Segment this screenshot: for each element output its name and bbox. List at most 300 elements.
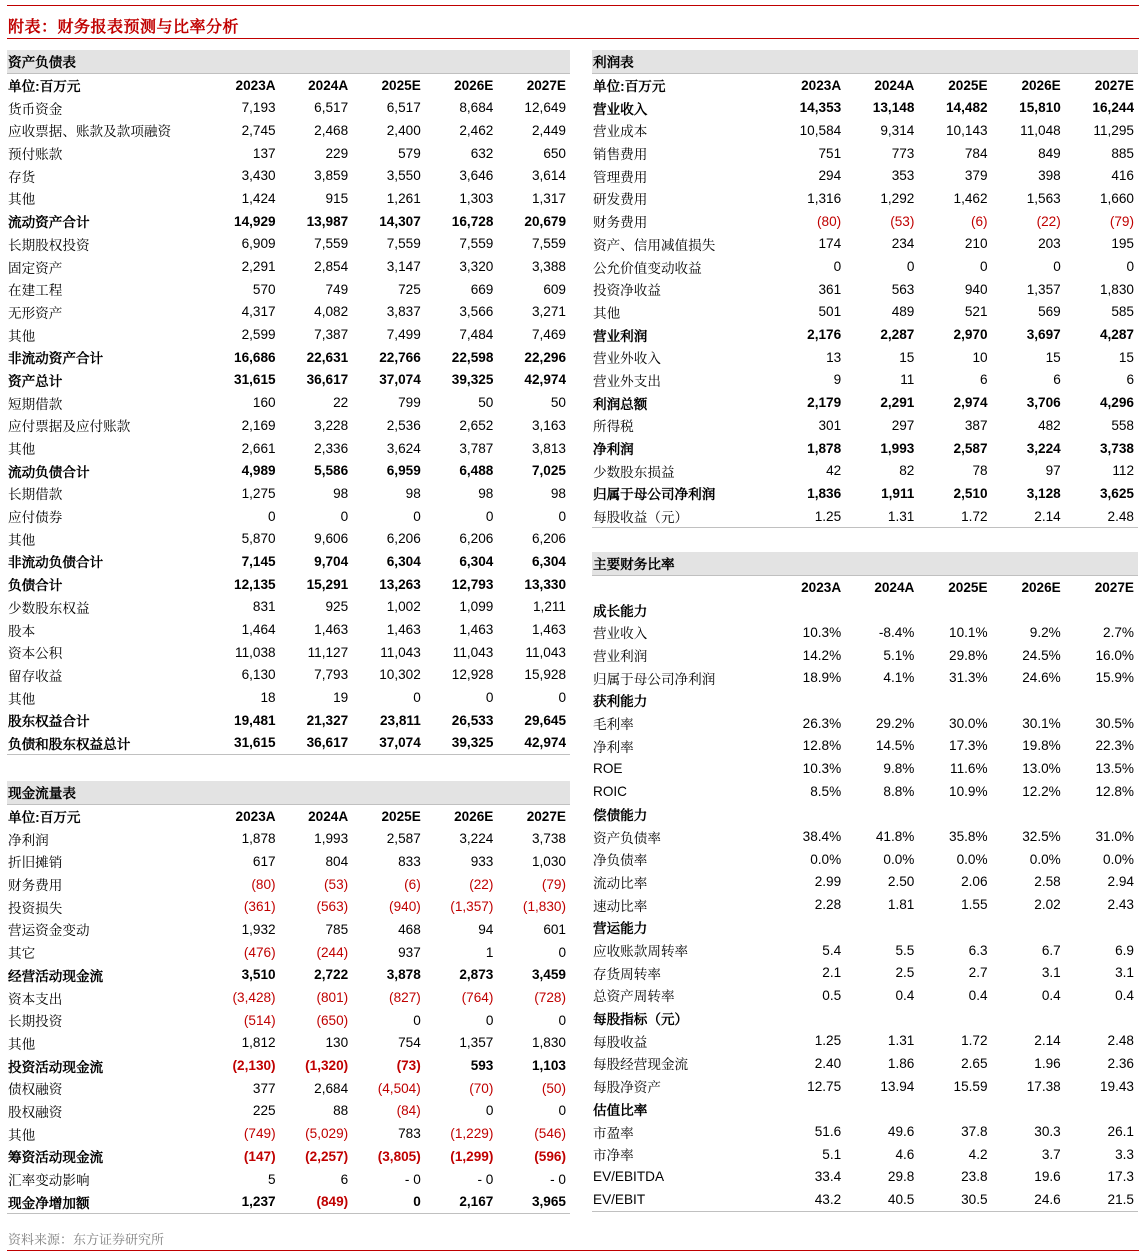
- cell-value: 1,275: [241, 485, 276, 501]
- cell-value: 3,163: [531, 417, 566, 433]
- cell-value: 2.14: [1034, 1033, 1061, 1049]
- cell-value: 0.0%: [810, 851, 842, 867]
- cell-value: 10,302: [379, 667, 421, 683]
- cell-value: 6.7: [1041, 942, 1061, 958]
- row-label: 长期借款: [8, 487, 63, 503]
- cell-value: 14,482: [945, 100, 988, 116]
- table-row: [592, 1052, 1138, 1075]
- cell-value: 1,292: [880, 190, 915, 206]
- table-row: [592, 414, 1138, 437]
- row-label: 固定资产: [8, 260, 63, 276]
- cell-value: 6,206: [531, 531, 566, 547]
- page-title: 附表：财务报表预测与比率分析: [8, 19, 240, 36]
- row-label: 非流动负债合计: [8, 555, 104, 571]
- row-label: 现金净增加额: [7, 1190, 207, 1213]
- table-row: [592, 164, 1138, 187]
- row-label: 营业利润: [593, 328, 648, 344]
- cell-value: 0: [558, 508, 566, 524]
- cell-value: 0: [413, 1012, 421, 1028]
- cell-value: 24.5%: [1022, 647, 1061, 663]
- cell-value: 0: [558, 1012, 566, 1028]
- cell-value: 301: [818, 417, 842, 433]
- table-row: [7, 709, 570, 732]
- cell-value: 14,353: [799, 100, 842, 116]
- cell-value: 3,738: [531, 831, 566, 847]
- row-label: 其他: [8, 328, 36, 344]
- cell-value: 6: [980, 372, 988, 388]
- cell-value: 38.4%: [802, 829, 842, 845]
- row-label: 估值比率: [593, 1102, 648, 1118]
- cell-value: [992, 689, 1065, 712]
- cash-flow-table: [7, 781, 570, 1214]
- cell-value: 2,462: [459, 122, 494, 138]
- row-label: 获利能力: [593, 694, 648, 710]
- year-header: 2026E: [992, 575, 1065, 598]
- cell-value: 2,722: [314, 967, 349, 983]
- cell-value: 0: [352, 1190, 425, 1213]
- cell-value: 569: [1038, 304, 1061, 320]
- cell-value: [918, 916, 991, 939]
- cell-value: 4.6: [895, 1146, 915, 1162]
- cell-value: 210: [964, 236, 988, 252]
- section-title-row: [7, 50, 570, 73]
- cell-value: 3,787: [459, 440, 494, 456]
- table-row: [7, 505, 570, 528]
- cell-value: 2,169: [241, 417, 276, 433]
- cell-value: 10.3%: [802, 761, 842, 777]
- cell-value: 11,038: [235, 644, 276, 660]
- cell-value: 22,296: [524, 349, 566, 365]
- cell-value: 1,911: [881, 485, 915, 501]
- cell-value: 2,974: [953, 395, 988, 411]
- row-label: 公允价值变动收益: [593, 260, 702, 276]
- cell-value: 13.94: [880, 1078, 915, 1094]
- cell-value: 1.31: [845, 505, 918, 528]
- row-label: 预付账款: [8, 147, 63, 163]
- cell-value: 0.4: [1115, 987, 1134, 1003]
- row-label: 营业成本: [593, 124, 648, 140]
- table-row: [7, 346, 570, 369]
- cell-value: [772, 916, 845, 939]
- cell-value: 0.0%: [956, 851, 988, 867]
- table-row: [592, 1075, 1138, 1098]
- cell-value: 2.43: [1107, 897, 1134, 913]
- table-row: [592, 482, 1138, 505]
- cell-value: 570: [252, 281, 276, 297]
- cell-value: 650: [543, 145, 566, 161]
- cell-value: 7,559: [386, 236, 421, 252]
- row-label: 市净率: [593, 1148, 634, 1164]
- cell-value: 617: [252, 853, 276, 869]
- row-label: 其他: [8, 691, 36, 707]
- cell-value: 30.3: [1034, 1124, 1061, 1140]
- row-label: 净负债率: [593, 853, 648, 869]
- cell-value: 11.6%: [950, 761, 988, 777]
- cell-value: (50): [541, 1080, 566, 1096]
- cell-value: 3,550: [386, 168, 421, 184]
- cell-value: 1,211: [532, 599, 566, 615]
- cell-value: (53): [324, 876, 349, 892]
- cell-value: 833: [398, 853, 421, 869]
- cell-value: (6): [404, 876, 421, 892]
- cell-value: 831: [252, 599, 276, 615]
- cell-value: 9,704: [314, 553, 349, 569]
- cell-value: (22): [469, 876, 494, 892]
- cell-value: 20,679: [524, 213, 566, 229]
- table-row: [592, 621, 1138, 644]
- table-row: [7, 686, 570, 709]
- cell-value: 9,606: [314, 531, 349, 547]
- cell-value: 11,043: [452, 644, 494, 660]
- cell-value: 6,517: [314, 100, 349, 116]
- table-row: [592, 369, 1138, 392]
- cell-value: 40.5: [845, 1188, 918, 1211]
- cell-value: [1065, 1098, 1138, 1121]
- cell-value: 3,224: [459, 831, 494, 847]
- table-row: [7, 732, 570, 755]
- cell-value: 2,336: [314, 440, 349, 456]
- cell-value: 16,728: [451, 213, 494, 229]
- row-label: 投资活动现金流: [8, 1059, 104, 1075]
- table-row: [7, 596, 570, 619]
- table-row: [592, 1007, 1138, 1030]
- row-label: 应收票据、账款及款项融资: [8, 124, 172, 140]
- cell-value: 4,989: [241, 463, 276, 479]
- cell-value: 754: [398, 1035, 421, 1051]
- cell-value: 1,462: [953, 190, 988, 206]
- cell-value: 29,645: [524, 712, 566, 728]
- year-header: 2025E: [918, 73, 991, 96]
- cell-value: 0: [485, 508, 494, 524]
- cell-value: 1.25: [814, 1033, 842, 1049]
- table-row: [7, 142, 570, 165]
- cell-value: [845, 689, 918, 712]
- cell-value: 1,830: [1099, 281, 1134, 297]
- table-row: [592, 459, 1138, 482]
- row-label: 每股经营现金流: [593, 1057, 689, 1073]
- cell-value: 601: [543, 921, 566, 937]
- cell-value: 7,145: [241, 553, 276, 569]
- table-row: [7, 1009, 570, 1032]
- cell-value: (53): [890, 213, 915, 229]
- cell-value: 3,706: [1026, 395, 1061, 411]
- cell-value: 31,615: [207, 732, 280, 755]
- table-row: [7, 641, 570, 664]
- cell-value: 4,296: [1099, 395, 1134, 411]
- row-label: 流动资产合计: [8, 215, 90, 231]
- row-label: 长期股权投资: [8, 237, 90, 253]
- row-label: 成长能力: [593, 603, 648, 619]
- cell-value: 2.5: [895, 965, 915, 981]
- row-label: 管理费用: [593, 169, 648, 185]
- cell-value: 30.5%: [1095, 715, 1134, 731]
- cell-value: 783: [398, 1126, 421, 1142]
- cell-value: [845, 1007, 918, 1030]
- cell-value: 2,661: [241, 440, 276, 456]
- cell-value: 1,317: [531, 190, 566, 206]
- table-row: [592, 142, 1138, 165]
- cell-value: 6,488: [459, 463, 494, 479]
- cell-value: 377: [252, 1080, 276, 1096]
- table-row: [592, 780, 1138, 803]
- cell-value: 3,388: [531, 259, 566, 275]
- cell-value: 4.2: [968, 1146, 988, 1162]
- table-row: [7, 1168, 570, 1191]
- cell-value: 0: [558, 690, 566, 706]
- year-header: 2024A: [280, 804, 353, 827]
- cell-value: 6: [340, 1171, 349, 1187]
- cell-value: [918, 689, 991, 712]
- cell-value: 2,854: [314, 259, 349, 275]
- cell-value: 14,929: [234, 213, 276, 229]
- cell-value: 9,314: [880, 122, 915, 138]
- year-header: 2024A: [280, 73, 353, 96]
- cell-value: 13.5%: [1095, 761, 1134, 777]
- cell-value: 31.3%: [949, 670, 988, 686]
- cell-value: [845, 803, 918, 826]
- cell-value: 50: [478, 395, 494, 411]
- cell-value: (1,229): [450, 1126, 494, 1142]
- table-row: [7, 986, 570, 1009]
- cell-value: 0: [485, 1103, 494, 1119]
- cell-value: 160: [252, 395, 276, 411]
- table-row: [592, 1143, 1138, 1166]
- cell-value: 4,317: [241, 304, 276, 320]
- income-statement-table: [592, 50, 1138, 528]
- cell-value: (73): [396, 1058, 421, 1074]
- cell-value: 9.8%: [883, 761, 915, 777]
- cell-value: 12,793: [451, 576, 494, 592]
- cell-value: 11,043: [525, 644, 566, 660]
- cell-value: 0: [485, 690, 494, 706]
- cell-value: 9: [833, 372, 842, 388]
- row-label: 短期借款: [8, 396, 63, 412]
- table-row: [7, 278, 570, 301]
- table-row: [592, 301, 1138, 324]
- cell-value: 11,048: [1020, 122, 1061, 138]
- cell-value: 10.1%: [949, 624, 988, 640]
- cell-value: [772, 689, 845, 712]
- cell-value: 669: [470, 281, 494, 297]
- cell-value: 5: [268, 1171, 276, 1187]
- table-row: [7, 164, 570, 187]
- cell-value: 51.6: [814, 1124, 842, 1140]
- cell-value: 7,559: [314, 236, 349, 252]
- cell-value: (80): [817, 213, 842, 229]
- cell-value: 2.58: [1034, 874, 1061, 890]
- row-label: 资本公积: [8, 646, 63, 662]
- cell-value: [772, 1098, 845, 1121]
- row-label: 营运能力: [593, 921, 648, 937]
- cell-value: 6.9: [1115, 942, 1134, 958]
- cell-value: 632: [470, 145, 494, 161]
- cell-value: 2,873: [459, 967, 494, 983]
- cell-value: 11: [900, 372, 915, 388]
- cell-value: 13,330: [524, 576, 566, 592]
- cell-value: 579: [398, 145, 421, 161]
- table-row: [592, 255, 1138, 278]
- row-label: 资产总计: [8, 373, 63, 389]
- cell-value: 10.9%: [949, 783, 988, 799]
- cell-value: 1,993: [880, 440, 915, 456]
- cell-value: 1,237: [207, 1190, 280, 1213]
- cell-value: (2,130): [232, 1058, 276, 1074]
- cell-value: 42,974: [497, 732, 570, 755]
- cell-value: 35.8%: [949, 829, 988, 845]
- cell-value: 294: [818, 168, 842, 184]
- cell-value: 98: [478, 485, 494, 501]
- cell-value: 12.8%: [802, 738, 842, 754]
- cell-value: (1,830): [522, 899, 566, 915]
- table-row: [7, 1122, 570, 1145]
- row-label: 货币资金: [8, 101, 63, 117]
- row-label: 少数股东损益: [593, 464, 675, 480]
- cell-value: (79): [1109, 213, 1134, 229]
- row-label: 留存收益: [8, 668, 63, 684]
- row-label: 债权融资: [8, 1082, 63, 1098]
- row-label: 归属于母公司净利润: [593, 487, 716, 503]
- row-label: 负债和股东权益总计: [7, 732, 207, 755]
- cell-value: 36,617: [280, 732, 353, 755]
- cell-value: 98: [405, 485, 421, 501]
- cell-value: 24.6%: [1022, 670, 1061, 686]
- cell-value: 3,614: [531, 168, 566, 184]
- cell-value: 1,424: [241, 190, 276, 206]
- cell-value: 6,304: [386, 553, 421, 569]
- cell-value: 130: [325, 1035, 349, 1051]
- cell-value: [918, 1098, 991, 1121]
- cell-value: 2,179: [807, 395, 842, 411]
- table-row: [592, 278, 1138, 301]
- row-label: 归属于母公司净利润: [593, 671, 716, 687]
- header-row: [7, 73, 570, 96]
- cell-value: 30.1%: [1022, 715, 1061, 731]
- row-label: 非流动资产合计: [8, 351, 104, 367]
- cell-value: 0.4: [968, 987, 988, 1003]
- table-row: [592, 119, 1138, 142]
- cell-value: 2,970: [953, 327, 988, 343]
- cell-value: 1,932: [241, 921, 276, 937]
- cell-value: (801): [316, 990, 349, 1006]
- cell-value: 2,449: [531, 122, 566, 138]
- cell-value: 609: [543, 281, 566, 297]
- cell-value: 2,167: [425, 1190, 498, 1213]
- cell-value: (79): [541, 876, 566, 892]
- cell-value: 5,870: [241, 531, 276, 547]
- top-rule: [7, 5, 1139, 6]
- row-label: 营业外支出: [593, 373, 661, 389]
- cell-value: 2.94: [1107, 874, 1134, 890]
- cell-value: 18: [260, 690, 276, 706]
- cell-value: - 0: [550, 1171, 566, 1187]
- cell-value: 12.8%: [1095, 783, 1134, 799]
- cell-value: 26.3%: [802, 715, 842, 731]
- cell-value: 2.02: [1034, 897, 1061, 913]
- cell-value: 7,793: [314, 667, 349, 683]
- table-row: [592, 346, 1138, 369]
- table-row: [7, 459, 570, 482]
- row-label: 少数股东权益: [8, 600, 90, 616]
- cell-value: 137: [252, 145, 276, 161]
- cell-value: 15.59: [953, 1078, 988, 1094]
- header-row: [7, 804, 570, 827]
- cell-value: 39,325: [451, 372, 494, 388]
- cell-value: (2,257): [305, 1148, 349, 1164]
- cell-value: 3,625: [1099, 485, 1134, 501]
- row-label: 流动比率: [593, 875, 648, 891]
- cell-value: 19,481: [234, 712, 276, 728]
- table-row: [7, 1032, 570, 1055]
- cell-value: 42,974: [524, 372, 566, 388]
- cell-value: 361: [818, 281, 842, 297]
- cell-value: 15: [1045, 349, 1061, 365]
- cell-value: 12,928: [451, 667, 494, 683]
- cell-value: 9.2%: [1029, 624, 1061, 640]
- row-label: 营业利润: [593, 649, 648, 665]
- cell-value: 7,559: [459, 236, 494, 252]
- cell-value: 804: [325, 853, 349, 869]
- table-row: [7, 1145, 570, 1168]
- cell-value: [992, 598, 1065, 621]
- cell-value: 925: [325, 599, 349, 615]
- table-row: [7, 255, 570, 278]
- table-row: [7, 618, 570, 641]
- cell-value: 0.0%: [883, 851, 915, 867]
- cell-value: 416: [1111, 168, 1134, 184]
- cell-value: 2,291: [241, 259, 276, 275]
- row-label: 筹资活动现金流: [8, 1150, 104, 1166]
- cell-value: (84): [396, 1103, 421, 1119]
- cell-value: 0: [1053, 259, 1061, 275]
- cell-value: 0: [413, 690, 421, 706]
- cell-value: 0.0%: [1029, 851, 1061, 867]
- cell-value: (749): [243, 1126, 276, 1142]
- cell-value: 3,813: [531, 440, 566, 456]
- cell-value: (940): [389, 899, 421, 915]
- cell-value: [992, 1098, 1065, 1121]
- cell-value: 97: [1045, 463, 1061, 479]
- cell-value: 3,224: [1026, 440, 1061, 456]
- row-label: 营业收入: [593, 626, 648, 642]
- row-label: 应收账款周转率: [593, 944, 689, 960]
- cell-value: 10: [972, 349, 988, 365]
- row-label: 其他: [8, 1127, 36, 1143]
- cell-value: 112: [1112, 463, 1134, 479]
- cell-value: (546): [534, 1126, 566, 1142]
- cell-value: 749: [325, 281, 349, 297]
- cell-value: 0.4: [1041, 987, 1061, 1003]
- cell-value: (244): [316, 944, 349, 960]
- cell-value: 29.8: [887, 1169, 915, 1185]
- cell-value: [772, 1007, 845, 1030]
- cell-value: (3,805): [377, 1148, 421, 1164]
- cell-value: 3,459: [531, 967, 566, 983]
- cell-value: 2,400: [386, 122, 421, 138]
- row-label: 股东权益合计: [8, 714, 90, 730]
- cell-value: 13.0%: [1022, 761, 1061, 777]
- row-label: 存货周转率: [593, 966, 661, 982]
- cell-value: 31.0%: [1095, 829, 1134, 845]
- header-row: [592, 575, 1138, 598]
- cell-value: (563): [316, 899, 349, 915]
- cell-value: 5,586: [314, 463, 349, 479]
- cell-value: 6,206: [459, 531, 494, 547]
- cell-value: 98: [550, 485, 566, 501]
- cell-value: 7,025: [531, 463, 566, 479]
- cell-value: 225: [252, 1103, 276, 1119]
- cell-value: 2.06: [961, 874, 988, 890]
- cell-value: 1,464: [241, 622, 276, 638]
